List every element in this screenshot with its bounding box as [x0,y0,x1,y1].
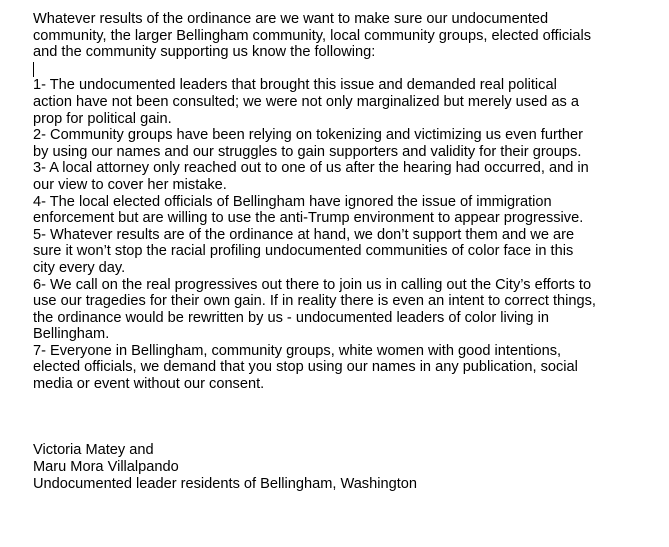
point-4 [33,194,633,227]
intro-line: Whatever results of the ordinance are we want to make sure our undocumented [33,11,549,27]
point-line: Bellingham. [33,326,110,343]
point-line: 2- Community groups have been relying on tokenizing and victimizing us even further [33,127,583,144]
point-line: prop for political gain. [33,110,172,127]
point-line: by using our names and our struggles to gain supporters and validity for their groups. [33,143,582,160]
point-line: sure it won’t stop the racial profiling undocumented communities of color face in this [33,243,574,260]
point-line: enforcement but are willing to use the anti-Trump environment to appear progressive. [33,210,584,227]
point-line: the ordinance would be rewritten by us - undocumented leaders of color living in [33,309,549,326]
point-5 [33,227,633,277]
document-body[interactable] [33,11,633,492]
point-line: media or event without our consent. [33,376,265,393]
point-line: 5- Whatever results are of the ordinance at hand, we don’t support them and we are [33,226,575,243]
intro-line: and the community supporting us know the following: [33,44,376,61]
point-1 [33,77,633,127]
point-line: 1- The undocumented leaders that brought this issue and demanded real political [33,77,557,94]
signature-name-2: Maru Mora Villalpando [33,459,179,476]
signature-name-1: Victoria Matey and [33,442,154,459]
text-cursor [33,62,34,77]
intro-line: community, the larger Bellingham community, local community groups, elected officials [33,27,592,44]
point-2 [33,127,633,160]
point-7 [33,343,633,393]
point-6 [33,277,633,343]
signature-title: Undocumented leader residents of Bellingham, Washington [33,475,417,492]
point-line: use our tragedies for their own gain. If in reality there is even an intent to correct things, [33,293,596,310]
blank-line [33,393,633,410]
point-line: 3- A local attorney only reached out to one of us after the hearing had occurred, and in [33,160,589,177]
signature-block [33,442,633,492]
cursor-line[interactable] [33,61,633,78]
point-line: elected officials, we demand that you stop using our names in any publication, social [33,359,578,376]
point-line: our view to cover her mistake. [33,176,227,193]
point-line: 6- We call on the real progressives out there to join us in calling out the City’s efforts to [33,276,592,293]
point-line: 7- Everyone in Bellingham, community groups, white women with good intentions, [33,342,562,359]
blank-line [33,426,633,443]
point-line: city every day. [33,259,126,276]
blank-line [33,409,633,426]
point-line: action have not been consulted; we were not only marginalized but merely used as a [33,93,579,110]
point-line: 4- The local elected officials of Bellingham have ignored the issue of immigration [33,193,552,210]
point-3 [33,160,633,193]
intro-paragraph [33,11,633,61]
